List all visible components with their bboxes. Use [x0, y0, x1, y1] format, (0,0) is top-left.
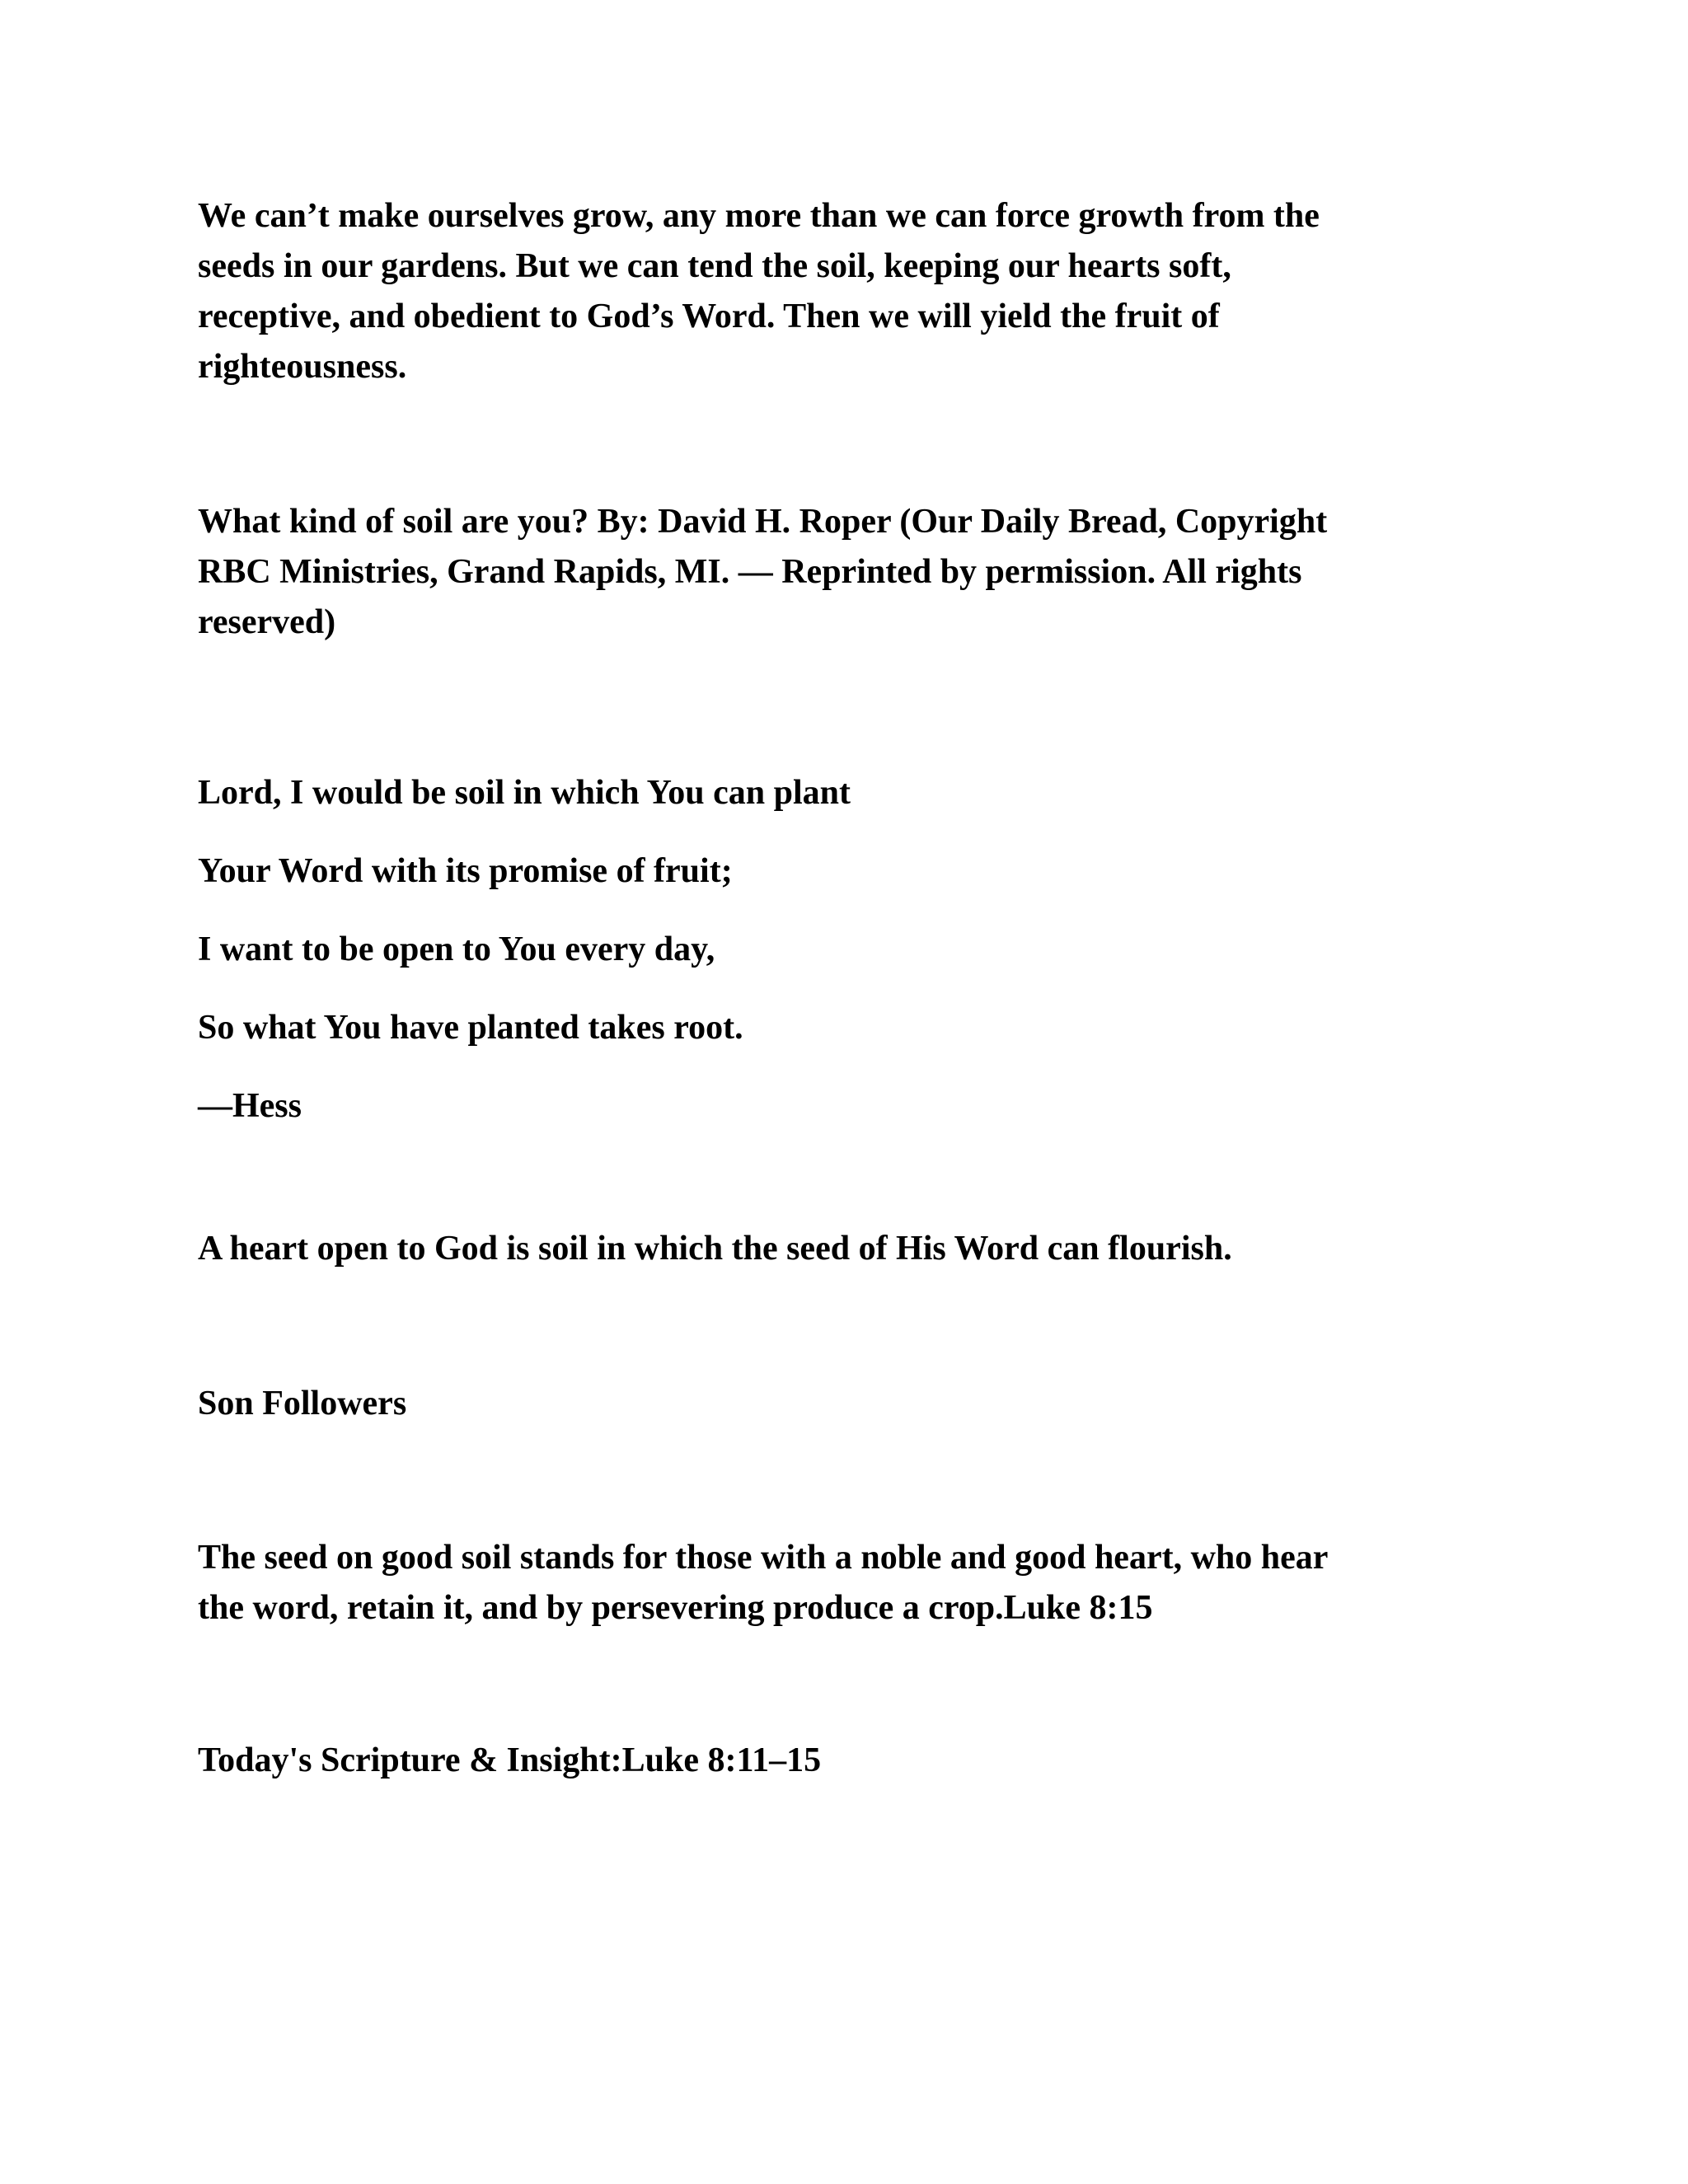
text-line: A heart open to God is soil in which the seed of His Word can flourish.	[198, 1230, 1232, 1268]
text-line: Today's Scripture & Insight:Luke 8:11–15	[198, 1741, 822, 1779]
paragraph-growth	[198, 191, 1500, 392]
text-line: the word, retain it, and by persevering produce a crop.Luke 8:15	[198, 1589, 1153, 1627]
text-line: The seed on good soil stands for those with a noble and good heart, who hear	[198, 1539, 1329, 1577]
text-line: RBC Ministries, Grand Rapids, MI. — Reprinted by permission. All rights	[198, 553, 1302, 591]
text-line: What kind of soil are you? By: David H. Roper (Our Daily Bread, Copyright	[198, 503, 1328, 541]
poem-line: Your Word with its promise of fruit;	[198, 852, 733, 890]
poem-line: Lord, I would be soil in which You can plant	[198, 774, 851, 812]
text-line: seeds in our gardens. But we can tend the soil, keeping our hearts soft,	[198, 247, 1231, 285]
text-line: righteousness.	[198, 348, 407, 386]
paragraph-attribution	[198, 497, 1500, 648]
paragraph-scripture-quote	[198, 1533, 1500, 1633]
text-line: receptive, and obedient to God’s Word. Then we will yield the fruit of	[198, 298, 1220, 335]
text-line: reserved)	[198, 603, 336, 641]
paragraph-thought	[198, 1224, 1500, 1274]
text-line: We can’t make ourselves grow, any more than we can force growth from the	[198, 197, 1320, 235]
heading-text: Son Followers	[198, 1385, 407, 1422]
poem	[198, 754, 1500, 1146]
poem-line: I want to be open to You every day,	[198, 930, 715, 968]
scripture-reference	[198, 1736, 1500, 1786]
poem-author: —Hess	[198, 1087, 302, 1125]
poem-line: So what You have planted takes root.	[198, 1009, 743, 1047]
section-heading	[198, 1379, 1500, 1429]
